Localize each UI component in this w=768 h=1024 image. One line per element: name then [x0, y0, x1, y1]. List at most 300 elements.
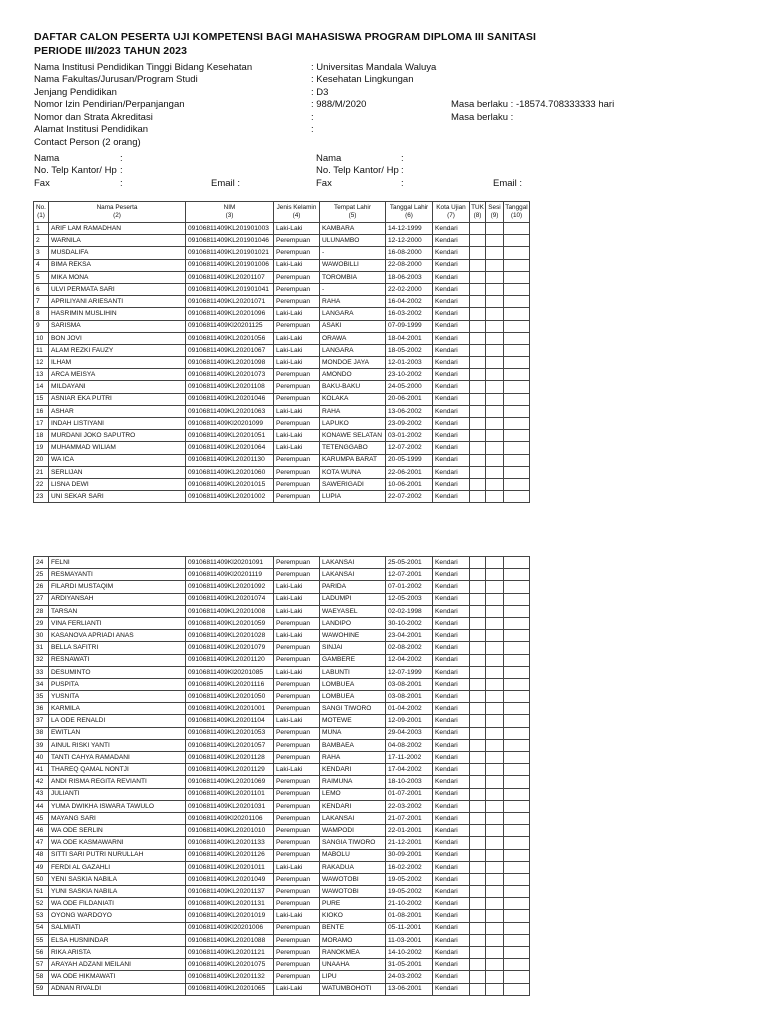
cell-nama: HASRIMIN MUSLIHIN — [49, 308, 186, 320]
cell-sesi — [486, 715, 504, 727]
cell-tanggal — [504, 308, 530, 320]
cell-tanggal-lahir: 14-12-1999 — [386, 223, 433, 235]
cell-tempat-lahir: WAWOTOBI — [320, 873, 386, 885]
cell-nama: DESUMINTO — [49, 666, 186, 678]
cell-jenis-kelamin: Perempuan — [274, 678, 320, 690]
cell-tanggal — [504, 430, 530, 442]
cell-jenis-kelamin: Perempuan — [274, 703, 320, 715]
cell-no: 48 — [34, 849, 49, 861]
cell-nim: 09106811409Kl20201119 — [186, 569, 274, 581]
cell-tuk — [470, 478, 486, 490]
cell-nama: ARDIYANSAH — [49, 593, 186, 605]
cell-sesi — [486, 320, 504, 332]
cell-sesi — [486, 357, 504, 369]
contact-colon: : — [401, 153, 404, 164]
info-value: : — [311, 112, 314, 123]
contact-name-label: Nama — [34, 153, 60, 164]
cell-nama: YENI SASKIA NABILA — [49, 873, 186, 885]
table-row — [34, 776, 530, 788]
cell-kota-ujian: Kendari — [433, 430, 470, 442]
cell-kota-ujian: Kendari — [433, 491, 470, 503]
cell-nama: MUHAMMAD WILIAM — [49, 442, 186, 454]
info-label: Nomor dan Strata Akreditasi — [34, 112, 153, 123]
cell-tanggal-lahir: 13-06-2002 — [386, 405, 433, 417]
cell-nama: APRILIYANI ARIESANTI — [49, 296, 186, 308]
cell-tanggal-lahir: 02-02-1998 — [386, 605, 433, 617]
cell-tanggal — [504, 569, 530, 581]
cell-tuk — [470, 369, 486, 381]
cell-no: 43 — [34, 788, 49, 800]
contact-colon: : — [120, 165, 123, 176]
cell-tanggal — [504, 478, 530, 490]
table-row — [34, 812, 530, 824]
cell-no: 1 — [34, 223, 49, 235]
cell-nim: 09106811409KL20201120 — [186, 654, 274, 666]
cell-tanggal — [504, 405, 530, 417]
cell-sesi — [486, 344, 504, 356]
cell-tempat-lahir: LAPUKO — [320, 418, 386, 430]
cell-tempat-lahir: MUNA — [320, 727, 386, 739]
cell-sesi — [486, 332, 504, 344]
cell-tanggal — [504, 812, 530, 824]
cell-nama: SALMIATI — [49, 922, 186, 934]
cell-no: 49 — [34, 861, 49, 873]
table-row — [34, 557, 530, 569]
cell-tempat-lahir: LANDIPO — [320, 617, 386, 629]
cell-tuk — [470, 861, 486, 873]
cell-tanggal — [504, 910, 530, 922]
cell-sesi — [486, 971, 504, 983]
cell-kota-ujian: Kendari — [433, 357, 470, 369]
cell-tanggal-lahir: 16-03-2002 — [386, 308, 433, 320]
cell-nim: 09106811409KL20201098 — [186, 357, 274, 369]
cell-jenis-kelamin: Laki-Laki — [274, 344, 320, 356]
table-row — [34, 642, 530, 654]
cell-kota-ujian: Kendari — [433, 557, 470, 569]
cell-nim: 09106811409KL20201130 — [186, 454, 274, 466]
cell-tanggal — [504, 727, 530, 739]
cell-tanggal — [504, 861, 530, 873]
cell-nama: MURDANI JOKO SAPUTRO — [49, 430, 186, 442]
cell-no: 38 — [34, 727, 49, 739]
cell-nama: LA ODE RENALDI — [49, 715, 186, 727]
cell-tempat-lahir: LAKANSAI — [320, 812, 386, 824]
table-row — [34, 478, 530, 490]
cell-tuk — [470, 630, 486, 642]
cell-no: 31 — [34, 642, 49, 654]
cell-tuk — [470, 605, 486, 617]
cell-tempat-lahir: KOTA WUNA — [320, 466, 386, 478]
cell-nim: 09106811409KL20201015 — [186, 478, 274, 490]
cell-tanggal — [504, 849, 530, 861]
cell-nim: 09106811409KL20201121 — [186, 947, 274, 959]
cell-nim: 09106811409Kl20201006 — [186, 922, 274, 934]
cell-tanggal-lahir: 30-10-2002 — [386, 617, 433, 629]
cell-no: 30 — [34, 630, 49, 642]
cell-jenis-kelamin: Perempuan — [274, 776, 320, 788]
table-row — [34, 971, 530, 983]
cell-tuk — [470, 308, 486, 320]
table-row — [34, 873, 530, 885]
info-validity: Masa berlaku : — [451, 112, 514, 123]
cell-jenis-kelamin: Perempuan — [274, 654, 320, 666]
cell-nim: 09106811409KL20201074 — [186, 593, 274, 605]
cell-nama: BON JOVI — [49, 332, 186, 344]
cell-nim: 09106811409KL20201133 — [186, 837, 274, 849]
cell-tanggal-lahir: 16-02-2002 — [386, 861, 433, 873]
cell-nim: 09106811409KL20201126 — [186, 849, 274, 861]
cell-nama: KARMILA — [49, 703, 186, 715]
cell-no: 55 — [34, 934, 49, 946]
cell-sesi — [486, 959, 504, 971]
cell-tempat-lahir: BENTE — [320, 922, 386, 934]
cell-kota-ujian: Kendari — [433, 666, 470, 678]
cell-no: 23 — [34, 491, 49, 503]
cell-no: 27 — [34, 593, 49, 605]
cell-no: 10 — [34, 332, 49, 344]
cell-no: 47 — [34, 837, 49, 849]
cell-sesi — [486, 642, 504, 654]
cell-tempat-lahir: KONAWE SELATAN — [320, 430, 386, 442]
cell-tanggal-lahir: 12-09-2001 — [386, 715, 433, 727]
cell-tuk — [470, 283, 486, 295]
cell-tanggal-lahir: 01-07-2001 — [386, 788, 433, 800]
cell-no: 46 — [34, 825, 49, 837]
cell-tempat-lahir: KAMBARA — [320, 223, 386, 235]
cell-no: 36 — [34, 703, 49, 715]
table-row — [34, 357, 530, 369]
cell-nim: 09106811409KL20201002 — [186, 491, 274, 503]
cell-nim: 09106811409KL20201031 — [186, 800, 274, 812]
cell-tanggal-lahir: 23-09-2002 — [386, 418, 433, 430]
contact-colon: : — [120, 178, 123, 189]
cell-nama: MAYANG SARI — [49, 812, 186, 824]
cell-tanggal-lahir: 20-06-2001 — [386, 393, 433, 405]
cell-jenis-kelamin: Laki-Laki — [274, 430, 320, 442]
cell-no: 16 — [34, 405, 49, 417]
cell-sesi — [486, 405, 504, 417]
cell-nama: UNI SEKAR SARI — [49, 491, 186, 503]
cell-sesi — [486, 430, 504, 442]
cell-nim: 09106811409KL201901046 — [186, 235, 274, 247]
cell-kota-ujian: Kendari — [433, 223, 470, 235]
cell-tempat-lahir: WAWOTOBI — [320, 886, 386, 898]
cell-nama: ALAM REZKI FAUZY — [49, 344, 186, 356]
table-row — [34, 418, 530, 430]
table-row — [34, 727, 530, 739]
cell-kota-ujian: Kendari — [433, 617, 470, 629]
cell-tuk — [470, 947, 486, 959]
cell-kota-ujian: Kendari — [433, 381, 470, 393]
cell-sesi — [486, 247, 504, 259]
cell-tanggal — [504, 837, 530, 849]
cell-tanggal-lahir: 12-01-2003 — [386, 357, 433, 369]
contact-fax-label: Fax — [34, 178, 50, 189]
cell-sesi — [486, 442, 504, 454]
cell-nim: 09106811409Kl20201106 — [186, 812, 274, 824]
cell-nim: 09106811409KL201901003 — [186, 223, 274, 235]
cell-tuk — [470, 557, 486, 569]
cell-jenis-kelamin: Perempuan — [274, 617, 320, 629]
cell-tempat-lahir: TOROMBIA — [320, 271, 386, 283]
cell-kota-ujian: Kendari — [433, 442, 470, 454]
table-row — [34, 605, 530, 617]
cell-nim: 09106811409KL201901041 — [186, 283, 274, 295]
cell-nim: 09106811409KL20201051 — [186, 430, 274, 442]
cell-tempat-lahir: KARUMPA BARAT — [320, 454, 386, 466]
cell-tanggal — [504, 617, 530, 629]
contact-email-label: Email : — [211, 178, 241, 189]
cell-tuk — [470, 617, 486, 629]
cell-kota-ujian: Kendari — [433, 934, 470, 946]
table-row — [34, 849, 530, 861]
cell-kota-ujian: Kendari — [433, 947, 470, 959]
cell-tuk — [470, 800, 486, 812]
cell-nim: 09106811409KL20201101 — [186, 788, 274, 800]
cell-sesi — [486, 922, 504, 934]
info-label: Jenjang Pendidikan — [34, 87, 117, 98]
cell-tanggal-lahir: 19-05-2002 — [386, 886, 433, 898]
header-tanggal-lahir: Tanggal Lahir (6) — [386, 202, 433, 223]
cell-tempat-lahir: WATUMBOHOTI — [320, 983, 386, 995]
cell-sesi — [486, 308, 504, 320]
cell-tanggal — [504, 971, 530, 983]
table-row — [34, 947, 530, 959]
cell-tanggal — [504, 332, 530, 344]
table-row — [34, 235, 530, 247]
cell-tanggal — [504, 752, 530, 764]
cell-kota-ujian: Kendari — [433, 825, 470, 837]
cell-jenis-kelamin: Perempuan — [274, 947, 320, 959]
cell-nama: BIMA REKSA — [49, 259, 186, 271]
cell-no: 19 — [34, 442, 49, 454]
cell-tuk — [470, 430, 486, 442]
header-sesi: Sesi (9) — [486, 202, 504, 223]
cell-tempat-lahir: MABOLU — [320, 849, 386, 861]
cell-kota-ujian: Kendari — [433, 886, 470, 898]
cell-tempat-lahir: LIPU — [320, 971, 386, 983]
cell-tanggal — [504, 947, 530, 959]
cell-jenis-kelamin: Perempuan — [274, 752, 320, 764]
cell-no: 17 — [34, 418, 49, 430]
cell-nim: 09106811409KL20201073 — [186, 369, 274, 381]
cell-kota-ujian: Kendari — [433, 691, 470, 703]
cell-jenis-kelamin: Perempuan — [274, 922, 320, 934]
cell-tempat-lahir: BAKU-BAKU — [320, 381, 386, 393]
cell-sesi — [486, 934, 504, 946]
table-row — [34, 405, 530, 417]
table-row — [34, 666, 530, 678]
table-row — [34, 825, 530, 837]
cell-tanggal — [504, 934, 530, 946]
cell-jenis-kelamin: Perempuan — [274, 369, 320, 381]
cell-nim: 09106811409KL20201010 — [186, 825, 274, 837]
cell-kota-ujian: Kendari — [433, 605, 470, 617]
cell-jenis-kelamin: Perempuan — [274, 320, 320, 332]
cell-tempat-lahir: KENDARI — [320, 764, 386, 776]
cell-tempat-lahir: MOTEWE — [320, 715, 386, 727]
info-validity: Masa berlaku : -18574.708333333 hari — [451, 99, 615, 110]
cell-tanggal — [504, 381, 530, 393]
cell-nama: RESMAYANTI — [49, 569, 186, 581]
cell-tempat-lahir: TETENGGABO — [320, 442, 386, 454]
cell-tuk — [470, 825, 486, 837]
cell-nim: 09106811409Kl20201125 — [186, 320, 274, 332]
cell-jenis-kelamin: Laki-Laki — [274, 357, 320, 369]
cell-tempat-lahir: LOMBUEA — [320, 691, 386, 703]
info-value: : — [311, 124, 314, 135]
cell-tempat-lahir: BAMBAEA — [320, 739, 386, 751]
cell-tanggal — [504, 442, 530, 454]
cell-sesi — [486, 849, 504, 861]
cell-tanggal-lahir: 22-07-2002 — [386, 491, 433, 503]
cell-tempat-lahir: RAKADUA — [320, 861, 386, 873]
header-nim: NIM (3) — [186, 202, 274, 223]
cell-jenis-kelamin: Laki-Laki — [274, 308, 320, 320]
cell-nama: THAREQ QAMAL NONTJI — [49, 764, 186, 776]
cell-jenis-kelamin: Perempuan — [274, 959, 320, 971]
cell-jenis-kelamin: Laki-Laki — [274, 405, 320, 417]
table-row — [34, 703, 530, 715]
cell-nim: 09106811409KL20201064 — [186, 442, 274, 454]
cell-tanggal-lahir: 12-07-1999 — [386, 666, 433, 678]
cell-tuk — [470, 357, 486, 369]
cell-jenis-kelamin: Laki-Laki — [274, 630, 320, 642]
cell-tanggal-lahir: 16-04-2002 — [386, 296, 433, 308]
cell-nim: 09106811409KL20201028 — [186, 630, 274, 642]
cell-tuk — [470, 873, 486, 885]
cell-kota-ujian: Kendari — [433, 466, 470, 478]
participants-table — [33, 201, 530, 503]
cell-nim: 09106811409KL20201104 — [186, 715, 274, 727]
cell-no: 37 — [34, 715, 49, 727]
cell-tanggal-lahir: 18-05-2002 — [386, 344, 433, 356]
contact-colon: : — [401, 165, 404, 176]
cell-tanggal — [504, 605, 530, 617]
cell-nim: 09106811409KL20201056 — [186, 332, 274, 344]
cell-tempat-lahir: SANGI TIWORO — [320, 703, 386, 715]
cell-no: 58 — [34, 971, 49, 983]
cell-tempat-lahir: MONDOE JAYA — [320, 357, 386, 369]
contact-colon: : — [120, 153, 123, 164]
cell-tuk — [470, 259, 486, 271]
info-label: Alamat Institusi Pendidikan — [34, 124, 149, 135]
cell-nim: 09106811409KL20201096 — [186, 308, 274, 320]
table-row — [34, 922, 530, 934]
cell-no: 29 — [34, 617, 49, 629]
cell-tanggal-lahir: 01-08-2001 — [386, 910, 433, 922]
header-tuk: TUK (8) — [470, 202, 486, 223]
cell-no: 22 — [34, 478, 49, 490]
cell-sesi — [486, 454, 504, 466]
cell-tanggal — [504, 247, 530, 259]
cell-sesi — [486, 812, 504, 824]
cell-jenis-kelamin: Laki-Laki — [274, 605, 320, 617]
contact-email-label: Email : — [493, 178, 523, 189]
cell-kota-ujian: Kendari — [433, 837, 470, 849]
table-row — [34, 861, 530, 873]
cell-no: 54 — [34, 922, 49, 934]
cell-nama: ASNIAR EKA PUTRI — [49, 393, 186, 405]
cell-jenis-kelamin: Perempuan — [274, 271, 320, 283]
cell-tanggal-lahir: 05-11-2001 — [386, 922, 433, 934]
cell-sesi — [486, 739, 504, 751]
cell-kota-ujian: Kendari — [433, 861, 470, 873]
cell-tempat-lahir: LOMBUEA — [320, 678, 386, 690]
cell-tuk — [470, 491, 486, 503]
cell-nim: 09106811409KL20201060 — [186, 466, 274, 478]
cell-tanggal-lahir: 19-05-2002 — [386, 873, 433, 885]
cell-jenis-kelamin: Perempuan — [274, 800, 320, 812]
cell-tanggal — [504, 715, 530, 727]
cell-tuk — [470, 581, 486, 593]
cell-nim: 09106811409KL20201079 — [186, 642, 274, 654]
cell-no: 42 — [34, 776, 49, 788]
cell-tanggal-lahir: 12-05-2003 — [386, 593, 433, 605]
cell-jenis-kelamin: Laki-Laki — [274, 910, 320, 922]
cell-tanggal — [504, 788, 530, 800]
cell-sesi — [486, 666, 504, 678]
cell-tanggal — [504, 557, 530, 569]
cell-no: 44 — [34, 800, 49, 812]
cell-tuk — [470, 727, 486, 739]
cell-kota-ujian: Kendari — [433, 569, 470, 581]
cell-tuk — [470, 223, 486, 235]
cell-sesi — [486, 825, 504, 837]
cell-tanggal-lahir: 17-11-2002 — [386, 752, 433, 764]
cell-tempat-lahir: RAIMUNA — [320, 776, 386, 788]
cell-no: 21 — [34, 466, 49, 478]
table-row — [34, 332, 530, 344]
cell-no: 26 — [34, 581, 49, 593]
cell-sesi — [486, 259, 504, 271]
cell-nim: 09106811409KL20201092 — [186, 581, 274, 593]
cell-tanggal — [504, 259, 530, 271]
cell-nama: ARCA MEISYA — [49, 369, 186, 381]
cell-kota-ujian: Kendari — [433, 812, 470, 824]
cell-sesi — [486, 369, 504, 381]
cell-tempat-lahir: PURE — [320, 898, 386, 910]
cell-tuk — [470, 934, 486, 946]
cell-tanggal — [504, 959, 530, 971]
cell-nim: 09106811409KL20201129 — [186, 764, 274, 776]
cell-nim: 09106811409Kl20201099 — [186, 418, 274, 430]
cell-tanggal — [504, 320, 530, 332]
cell-nama: YUSNITA — [49, 691, 186, 703]
cell-sesi — [486, 223, 504, 235]
cell-kota-ujian: Kendari — [433, 642, 470, 654]
cell-nama: LISNA DEWI — [49, 478, 186, 490]
cell-tanggal — [504, 223, 530, 235]
cell-jenis-kelamin: Perempuan — [274, 418, 320, 430]
cell-kota-ujian: Kendari — [433, 678, 470, 690]
cell-tanggal — [504, 764, 530, 776]
cell-jenis-kelamin: Perempuan — [274, 283, 320, 295]
cell-tempat-lahir: SANGIA TIWORO — [320, 837, 386, 849]
cell-nama: YUNI SASKIA NABILA — [49, 886, 186, 898]
cell-tempat-lahir: WAWOBILLI — [320, 259, 386, 271]
cell-nim: 09106811409KL20201132 — [186, 971, 274, 983]
cell-sesi — [486, 271, 504, 283]
cell-tuk — [470, 442, 486, 454]
cell-sesi — [486, 617, 504, 629]
cell-no: 41 — [34, 764, 49, 776]
table-row — [34, 678, 530, 690]
cell-tanggal — [504, 739, 530, 751]
cell-nim: 09106811409KL20201019 — [186, 910, 274, 922]
cell-sesi — [486, 466, 504, 478]
cell-kota-ujian: Kendari — [433, 478, 470, 490]
